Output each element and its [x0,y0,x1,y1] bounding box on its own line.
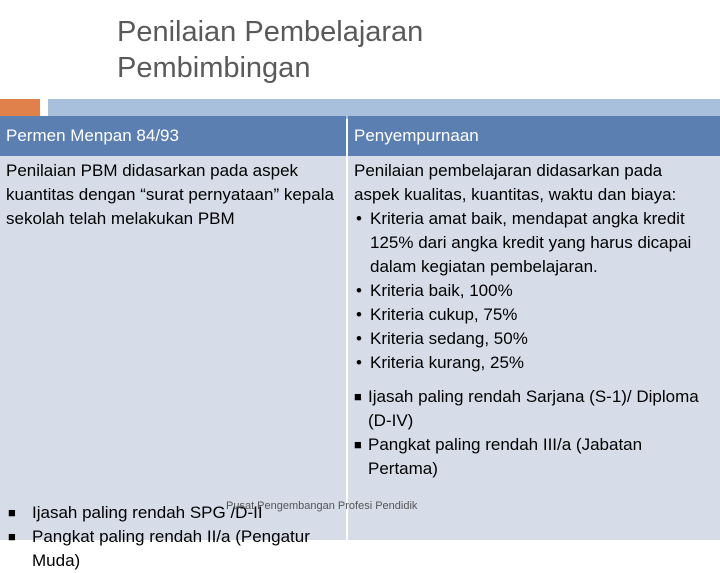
square-bullet-icon: ■ [354,437,362,452]
comparison-table [0,116,720,570]
right-requirement-item: ■ Ijasah paling rendah Sarjana (S-1)/ Diploma (D-IV) [354,387,699,430]
slide-title [117,14,677,86]
cell-permen-menpan [0,156,346,570]
slide-footer: Pusat Pengembangan Profesi Pendidik [226,500,418,512]
criteria-list [354,207,712,375]
bullet-icon: • [356,305,362,324]
header-permen-menpan: Permen Menpan 84/93 [0,116,346,156]
criteria-item: • Kriteria amat baik, mendapat angka kredit 125% dari angka kredit yang harus dicapai dalam kegiatan pembelajaran. [356,209,692,276]
title-line-1: Penilaian Pembelajaran [117,16,424,48]
right-paragraph: Penilaian pembelajaran didasarkan pada aspek kualitas, kuantitas, waktu dan biaya: [354,161,677,204]
square-bullet-icon: ■ [8,529,16,544]
square-bullet-icon: ■ [8,505,16,520]
bullet-icon: • [356,281,362,300]
bullet-icon: • [356,329,362,348]
criteria-item: • Kriteria kurang, 25% [354,351,712,375]
left-paragraph: Penilaian PBM didasarkan pada aspek kuantitas dengan “surat pernyataan” kepala sekolah telah melakukan PBM [6,161,334,228]
cell-penyempurnaan [348,156,720,540]
right-requirements-list [354,385,712,481]
right-requirement-item: ■ Pangkat paling rendah III/a (Jabatan Pertama) [354,435,643,478]
square-bullet-icon: ■ [354,389,362,404]
criteria-item: • Kriteria sedang, 50% [354,327,712,351]
bullet-icon: • [356,209,362,228]
left-requirement-item: ■ Pangkat paling rendah II/a (Pengatur Muda) [8,527,310,570]
criteria-item: • Kriteria cukup, 75% [354,303,712,327]
title-line-2: Pembimbingan [117,52,311,84]
header-penyempurnaan: Penyempurnaan [348,116,720,156]
bullet-icon: • [356,353,362,372]
left-requirement-item: ■ Ijasah paling rendah SPG /D-II [6,501,340,525]
criteria-item: • Kriteria baik, 100% [354,279,712,303]
